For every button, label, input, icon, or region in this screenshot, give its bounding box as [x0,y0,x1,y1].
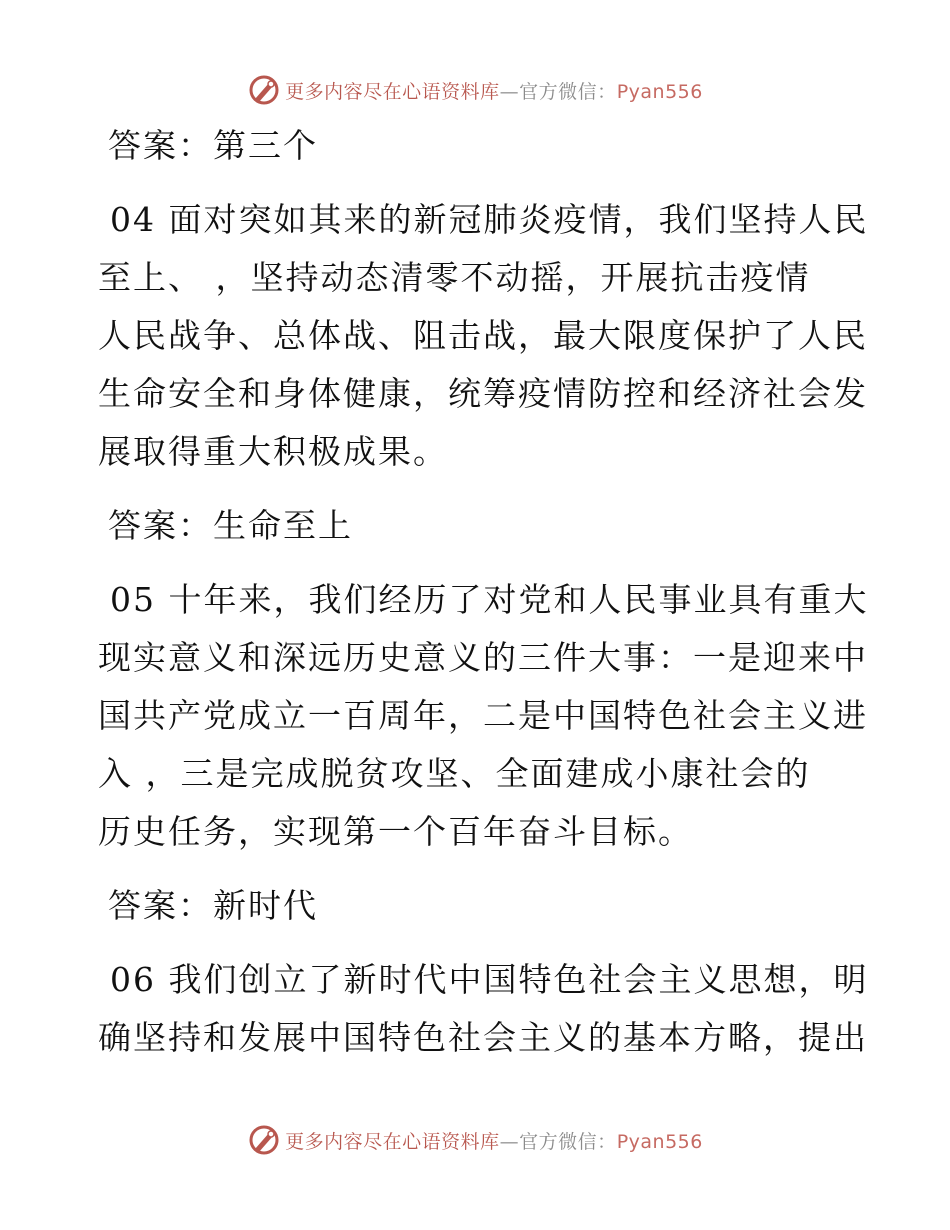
watermark-wechat-id: Pyan556 [616,80,703,103]
watermark-site: 更多内容尽在心语资料库 [285,80,500,103]
question-line: 确坚持和发展中国特色社会主义的基本方略，提出 [98,1018,868,1057]
pen-logo-icon [247,73,281,107]
question-line: 国共产党成立一百周年，二是中国特色社会主义进 [98,696,868,735]
watermark-label: 官方微信： [519,80,617,103]
question-line: 现实意义和深远历史意义的三件大事：一是迎来中 [98,638,868,677]
watermark-dash: — [499,80,520,103]
question-line: 05 十年来，我们经历了对党和人民事业具有重大 [110,580,869,619]
answer-line: 答案：新时代 [108,886,318,925]
footer-watermark [0,1120,950,1160]
pen-logo-icon [247,1123,281,1157]
question-line: 入 ，三是完成脱贫攻坚、全面建成小康社会的 [98,754,811,793]
question-05 [98,571,869,861]
watermark-text [285,1127,703,1154]
question-line: 04 面对突如其来的新冠肺炎疫情，我们坚持人民 [110,200,869,239]
watermark-text [285,77,703,104]
question-06 [98,951,869,1067]
question-04 [98,191,869,481]
question-line: 生命安全和身体健康，统筹疫情防控和经济社会发 [98,374,868,413]
question-line: 展取得重大积极成果。 [98,432,448,471]
watermark-wechat-id: Pyan556 [616,1130,703,1153]
question-line: 至上、 ，坚持动态清零不动摇，开展抗击疫情 [98,258,811,297]
answer-line: 答案：第三个 [108,126,318,165]
header-watermark [0,70,950,110]
question-line: 人民战争、总体战、阻击战，最大限度保护了人民 [98,316,868,355]
document-body [98,117,869,1067]
watermark-site: 更多内容尽在心语资料库 [285,1130,500,1153]
question-line: 06 我们创立了新时代中国特色社会主义思想，明 [110,960,869,999]
question-line: 历史任务，实现第一个百年奋斗目标。 [98,812,693,851]
watermark-dash: — [499,1130,520,1153]
answer-line: 答案：生命至上 [108,506,353,545]
watermark-label: 官方微信： [519,1130,617,1153]
